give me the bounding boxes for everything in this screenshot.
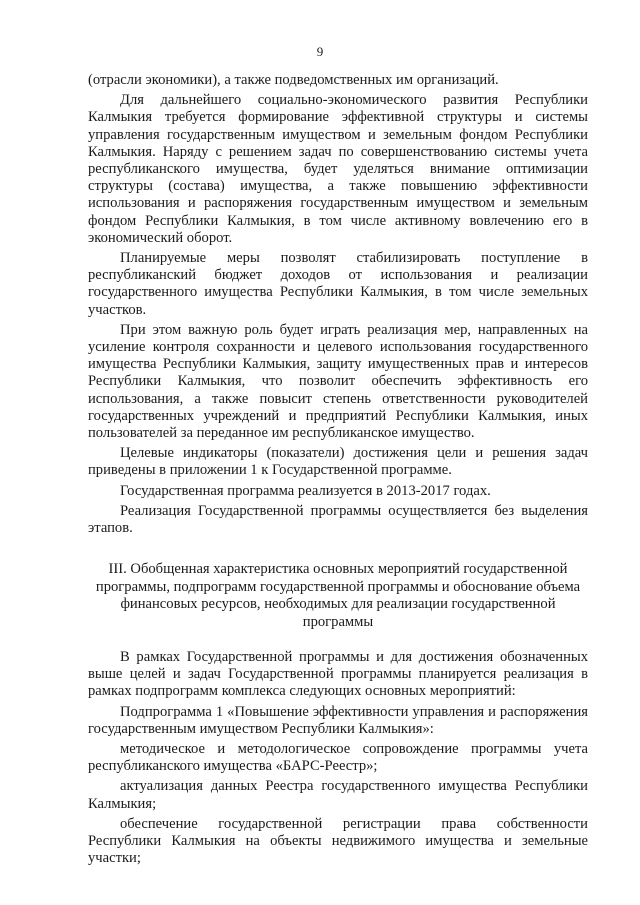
paragraph: (отрасли экономики), а также подведомственных им организаций. bbox=[88, 72, 499, 88]
paragraph: Для дальнейшего социально-экономического развития Республики Калмыкия требуется формирование эффективной структуры и системы управления государственным имуществом и земельным фондом Республики Калмыкия. Наряду с решением задач по совершенствованию системы учета республиканского имущества, будет уделяться внимание оптимизации структуры (состава) имущества, а также повышению эффективности использования и распоряжения государственным имуществом и земельным фондом Республики Калмыкия, в том числе активному вовлечению его в экономический оборот. bbox=[88, 92, 588, 246]
paragraph: обеспечение государственной регистрации права собственности Республики Калмыкия на объекты недвижимого имущества и земельные участки; bbox=[88, 815, 588, 867]
paragraph: Государственная программа реализуется в 2013-2017 годах. bbox=[120, 482, 491, 499]
paragraphs-before-heading bbox=[88, 72, 588, 537]
paragraph: В рамках Государственной программы и для достижения обозначенных выше целей и задач Государственной программы планируется реализация в рамках подпрограмм комплекса следующих основных мероприятий: bbox=[88, 648, 588, 700]
paragraph: методическое и методологическое сопровождение программы учета республиканского имущества «БАРС-Реестр»; bbox=[88, 740, 588, 775]
paragraph: Планируемые меры позволят стабилизировать поступление в республиканский бюджет доходов от использования и реализации государственного имущества Республики Калмыкия, в том числе земельных участков. bbox=[88, 250, 588, 318]
paragraph: актуализация данных Реестра государственного имущества Республики Калмыкия; bbox=[88, 778, 588, 812]
paragraph: Подпрограмма 1 «Повышение эффективности управления и распоряжения государственным имуществом Республики Калмыкия»: bbox=[88, 703, 588, 737]
paragraph: При этом важную роль будет играть реализация мер, направленных на усиление контроля сохранности и целевого использования государственного имущества Республики Калмыкия, защиту имущественных прав и интересов Республики Калмыкия, что позволит обеспечить эффективность его использования, а также повысит степень ответственности руководителей государственных учреждений и предприятий Республики Калмыкия, иных пользователей за переданное им республиканское имущество. bbox=[88, 321, 588, 442]
paragraph: Целевые индикаторы (показатели) достижения цели и решения задач приведены в приложении 1 к Государственной программе. bbox=[88, 445, 588, 479]
section-heading: III. Обобщенная характеристика основных мероприятий государственной программы, подпрограмм государственной программы и обоснование объема финансовых ресурсов, необходимых для реализации государственной программы bbox=[95, 561, 581, 630]
paragraph: Реализация Государственной программы осуществляется без выделения этапов. bbox=[88, 502, 588, 537]
document-body bbox=[88, 72, 588, 870]
page-number: 9 bbox=[316, 44, 324, 59]
paragraphs-after-heading bbox=[88, 649, 588, 867]
